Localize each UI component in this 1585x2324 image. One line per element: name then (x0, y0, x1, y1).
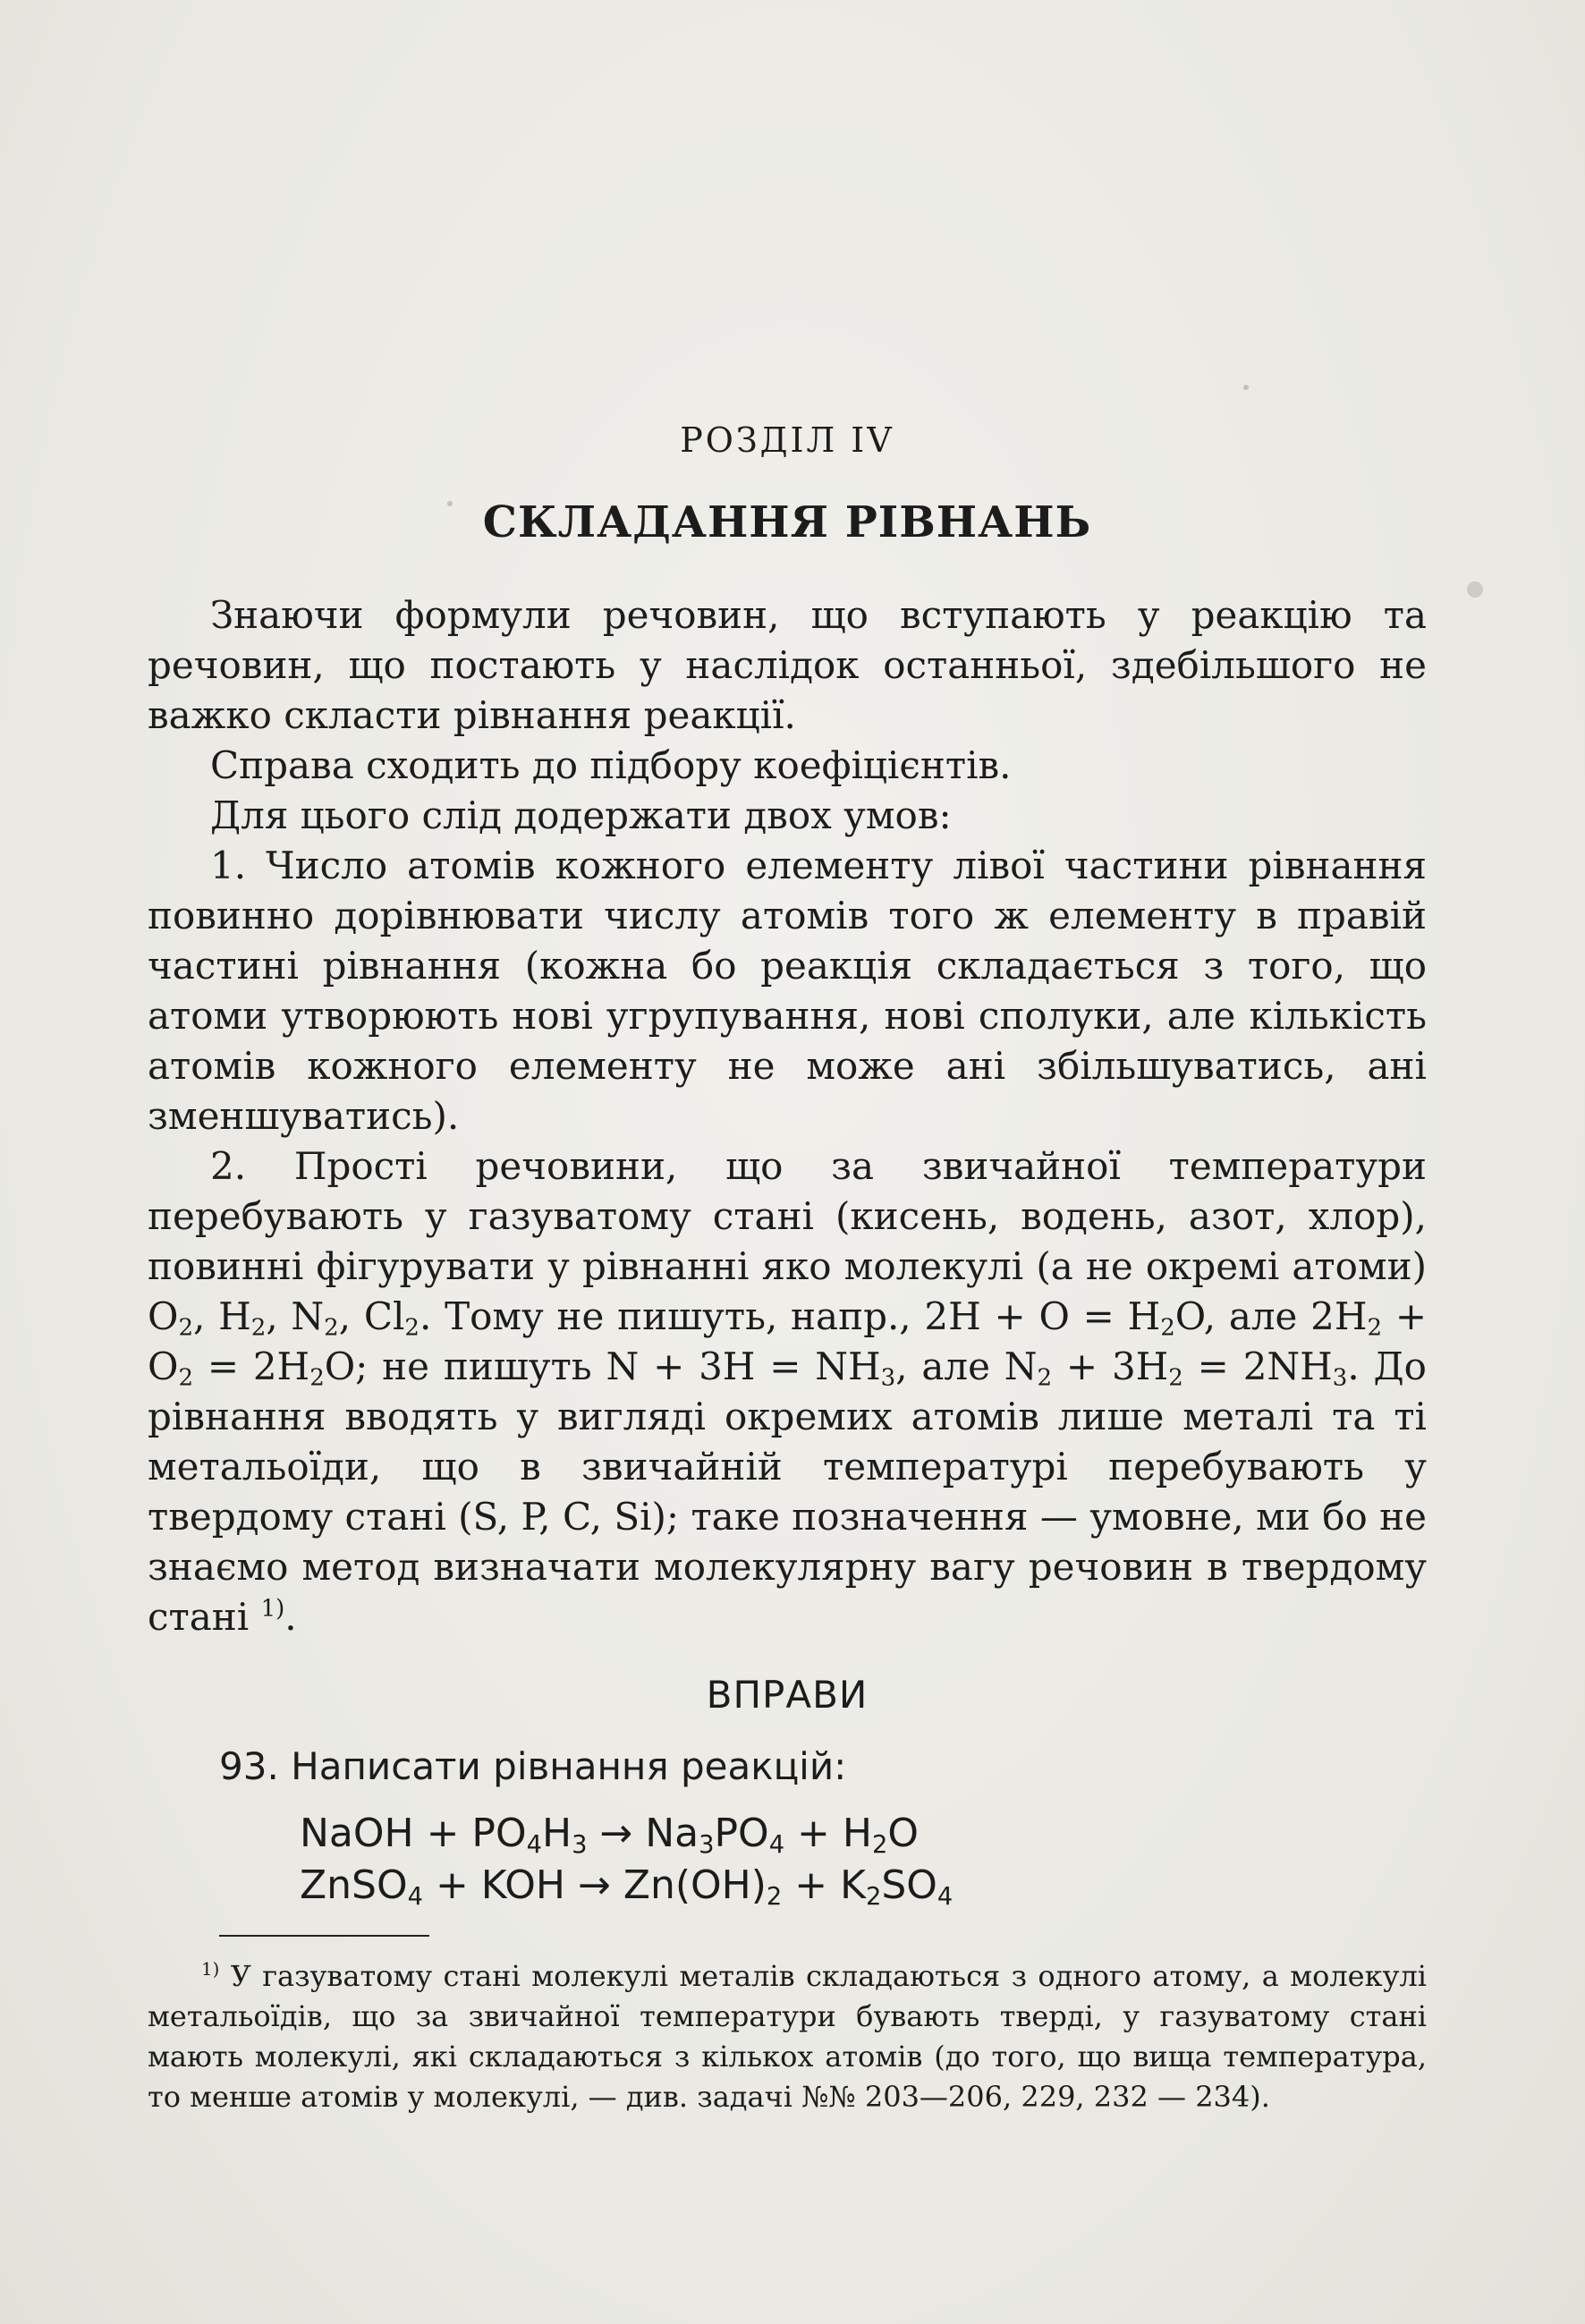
exercises-heading: ВПРАВИ (706, 1673, 869, 1717)
footnote (148, 1956, 1427, 2117)
intro-paragraph: Справа сходить до підбору коефіцієнтів. (210, 743, 1012, 787)
exercise-number: 93. (219, 1744, 279, 1788)
chapter-title: СКЛАДАННЯ РІВНАНЬ (482, 497, 1092, 547)
footnote-mark: 1) (201, 1959, 220, 1980)
section-label: РОЗДІЛ IV (680, 420, 894, 460)
paper-speck (1467, 581, 1483, 598)
equation-1: NaOH + $PO_4H_3 \to Na_3PO_4 + H_2O$ (300, 1811, 919, 1859)
equation-2: ZnSO$_4$ + KOH → $Zn(OH)_2 + K_2SO_4$ (300, 1862, 954, 1911)
page-content (148, 420, 1427, 2117)
exercise-93 (148, 1742, 1427, 1792)
intro-paragraph: Для цього слід додержати двох умов: (210, 793, 952, 837)
footnote-reference: 1) (260, 1595, 285, 1623)
condition-1: 1. Число атомів кожного елементу лівої частини рівнання повинно дорівнювати числу атомів того ж елементу в правій частині рівнання (кожна бо реакція складається з того, що атоми утворюють нові угрупування, нові сполуки, але кількість атомів кожного елементу не може ані збільшуватись, ані зменшуватись). (148, 844, 1427, 1138)
paper-speck (1243, 385, 1249, 390)
footnote-divider (219, 1935, 429, 1937)
equation-list (148, 1808, 1427, 1912)
exercise-text: Написати рівнання реакцій: (291, 1744, 847, 1788)
footnote-text: У газуватому стані молекулі металів складаються з одного атому, а молекулі метальоїдів, що за звичайної температури бувають тверді, у газуватому стані мають молекулі, які складаються з кількох атомів (до того, що вища температура, то менше атомів у молекулі, — див. задачі №№ 203—206, 229, 232 — 234). (148, 1959, 1427, 2114)
condition-2: 2. Прості речовини, що за звичайної температури перебувають у газуватому стані (кисень, водень, азот, хлор), повинні фігурувати у рівнанні яко молекулі (а не окремі атоми) $O_2$, $H_2$, $N_2$, $Cl_2$. Тому не пишуть, напр., $2H + O = H_2O$, але $2H_2 + O_2 = 2H_2O$; не пишуть $N + 3H = NH_3$, але $N_2 + 3H_2 = 2NH_3$. До рівнання вводять у вигляді окремих атомів лише металі та ті метальоїди, що в звичайній температурі перебувають у твердому стані (S, P, C, Si); таке позначення — умовне, ми бо не знаємо метод визначати молекулярну вагу речовин в твердому стані $^{1)}$. (148, 1144, 1428, 1639)
intro-paragraph: Знаючи формули речовин, що вступають у реакцію та речовин, що постають у наслідок останньої, здебільшого не важко скласти рівнання реакції. (148, 593, 1427, 737)
